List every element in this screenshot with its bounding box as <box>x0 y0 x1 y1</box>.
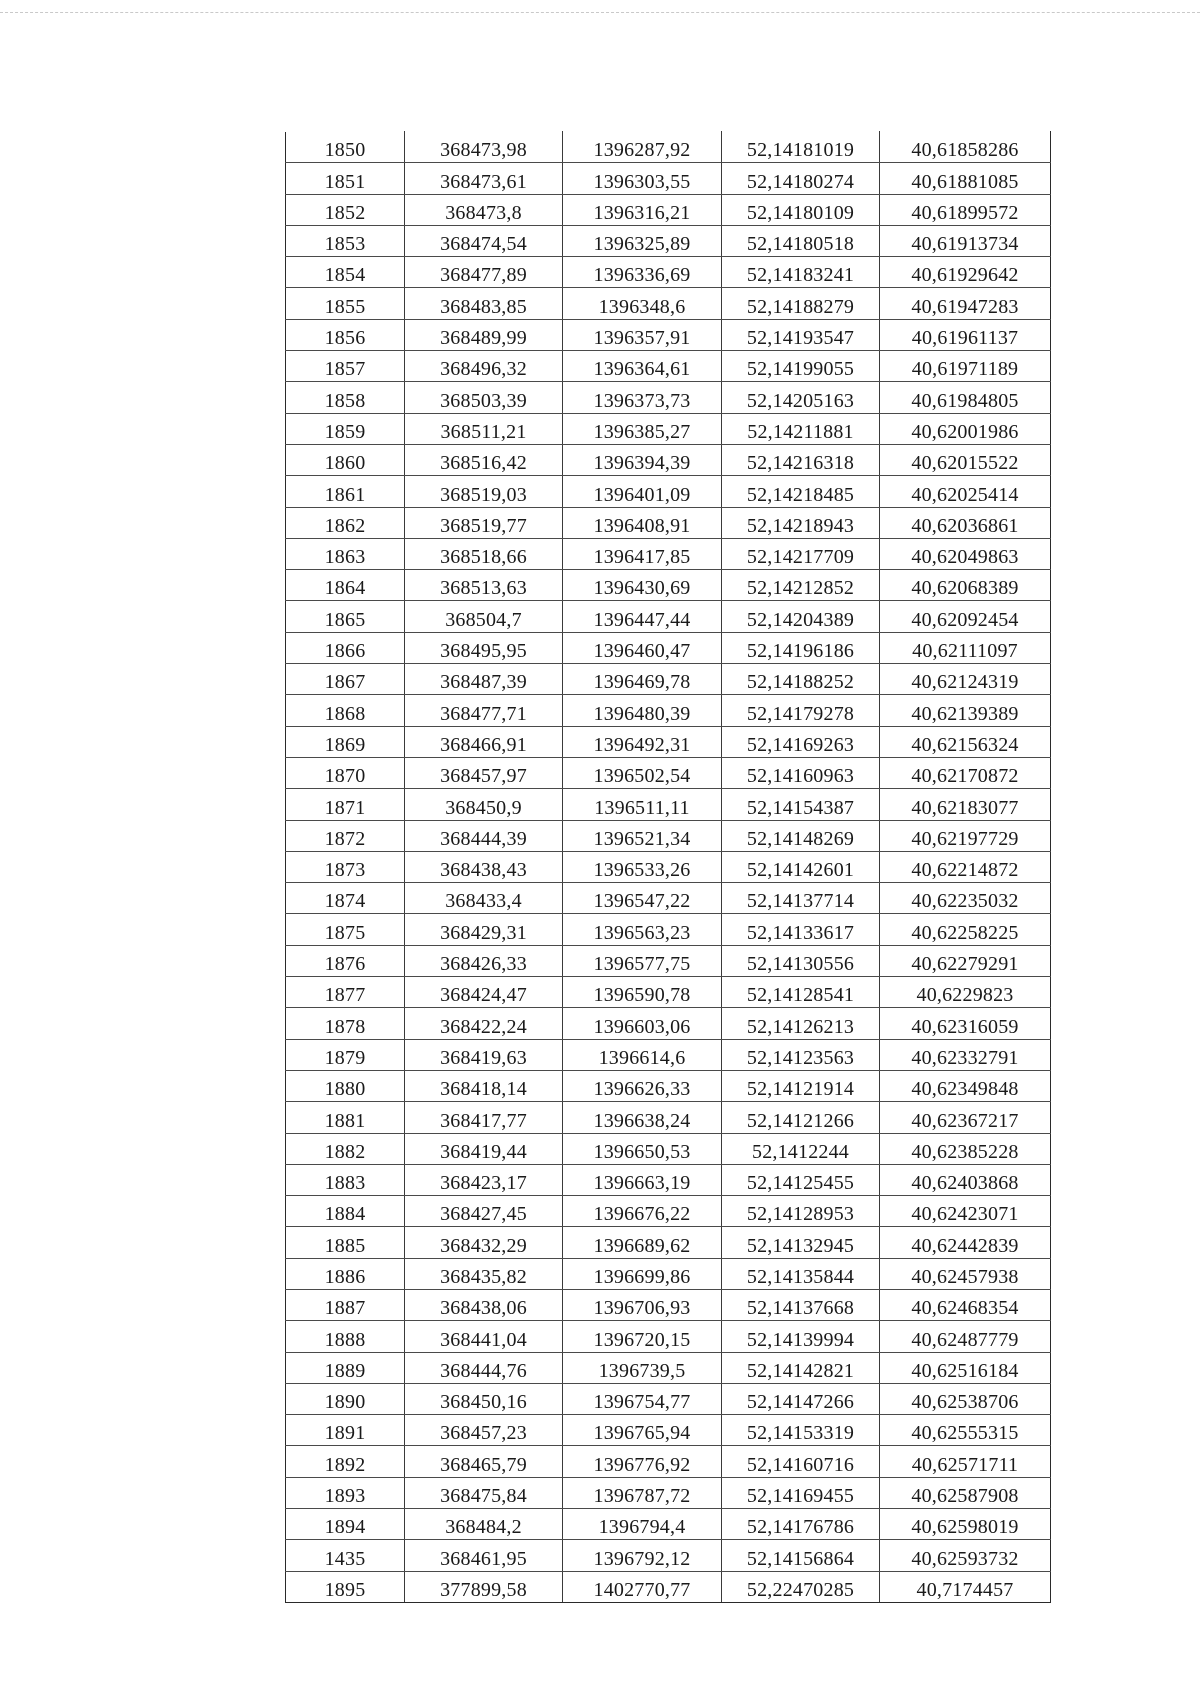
latitude-cell: 52,14130556 <box>722 945 880 976</box>
point-number-cell: 1876 <box>286 945 405 976</box>
x-coordinate-cell: 368466,91 <box>405 726 563 757</box>
x-coordinate-cell: 368475,84 <box>405 1477 563 1508</box>
table-row <box>286 570 1051 601</box>
x-coordinate-cell: 368496,32 <box>405 351 563 382</box>
longitude-cell: 40,62001986 <box>880 413 1051 444</box>
y-coordinate-cell: 1396739,5 <box>563 1352 722 1383</box>
table-row <box>286 1039 1051 1070</box>
longitude-cell: 40,62403868 <box>880 1164 1051 1195</box>
y-coordinate-cell: 1396336,69 <box>563 257 722 288</box>
longitude-cell: 40,62092454 <box>880 601 1051 632</box>
y-coordinate-cell: 1396638,24 <box>563 1102 722 1133</box>
x-coordinate-cell: 368519,03 <box>405 476 563 507</box>
longitude-cell: 40,62349848 <box>880 1070 1051 1101</box>
latitude-cell: 52,14204389 <box>722 601 880 632</box>
y-coordinate-cell: 1396521,34 <box>563 820 722 851</box>
latitude-cell: 52,14180109 <box>722 194 880 225</box>
latitude-cell: 52,14199055 <box>722 351 880 382</box>
latitude-cell: 52,14153319 <box>722 1415 880 1446</box>
document-page <box>285 131 1050 1603</box>
x-coordinate-cell: 368473,61 <box>405 163 563 194</box>
table-row <box>286 632 1051 663</box>
table-row <box>286 444 1051 475</box>
latitude-cell: 52,14180274 <box>722 163 880 194</box>
x-coordinate-cell: 377899,58 <box>405 1571 563 1602</box>
table-row <box>286 1258 1051 1289</box>
point-number-cell: 1871 <box>286 789 405 820</box>
point-number-cell: 1868 <box>286 695 405 726</box>
point-number-cell: 1853 <box>286 225 405 256</box>
point-number-cell: 1882 <box>286 1133 405 1164</box>
point-number-cell: 1859 <box>286 413 405 444</box>
x-coordinate-cell: 368435,82 <box>405 1258 563 1289</box>
y-coordinate-cell: 1396706,93 <box>563 1289 722 1320</box>
x-coordinate-cell: 368441,04 <box>405 1321 563 1352</box>
x-coordinate-cell: 368426,33 <box>405 945 563 976</box>
longitude-cell: 40,62214872 <box>880 851 1051 882</box>
table-row <box>286 664 1051 695</box>
latitude-cell: 52,14147266 <box>722 1383 880 1414</box>
longitude-cell: 40,62235032 <box>880 883 1051 914</box>
latitude-cell: 52,14132945 <box>722 1227 880 1258</box>
y-coordinate-cell: 1396373,73 <box>563 382 722 413</box>
longitude-cell: 40,62068389 <box>880 570 1051 601</box>
longitude-cell: 40,61984805 <box>880 382 1051 413</box>
y-coordinate-cell: 1396577,75 <box>563 945 722 976</box>
latitude-cell: 52,14196186 <box>722 632 880 663</box>
y-coordinate-cell: 1396394,39 <box>563 444 722 475</box>
coordinates-table-body <box>286 132 1051 1603</box>
y-coordinate-cell: 1402770,77 <box>563 1571 722 1602</box>
latitude-cell: 52,14218485 <box>722 476 880 507</box>
y-coordinate-cell: 1396533,26 <box>563 851 722 882</box>
point-number-cell: 1855 <box>286 288 405 319</box>
y-coordinate-cell: 1396590,78 <box>563 977 722 1008</box>
y-coordinate-cell: 1396699,86 <box>563 1258 722 1289</box>
latitude-cell: 52,14218943 <box>722 507 880 538</box>
table-row <box>286 132 1051 163</box>
y-coordinate-cell: 1396794,4 <box>563 1509 722 1540</box>
y-coordinate-cell: 1396754,77 <box>563 1383 722 1414</box>
latitude-cell: 52,1412244 <box>722 1133 880 1164</box>
latitude-cell: 52,14211881 <box>722 413 880 444</box>
y-coordinate-cell: 1396364,61 <box>563 351 722 382</box>
x-coordinate-cell: 368461,95 <box>405 1540 563 1571</box>
table-row <box>286 288 1051 319</box>
y-coordinate-cell: 1396408,91 <box>563 507 722 538</box>
y-coordinate-cell: 1396787,72 <box>563 1477 722 1508</box>
point-number-cell: 1851 <box>286 163 405 194</box>
table-row <box>286 1571 1051 1602</box>
longitude-cell: 40,61929642 <box>880 257 1051 288</box>
longitude-cell: 40,6229823 <box>880 977 1051 1008</box>
point-number-cell: 1852 <box>286 194 405 225</box>
point-number-cell: 1880 <box>286 1070 405 1101</box>
x-coordinate-cell: 368473,8 <box>405 194 563 225</box>
longitude-cell: 40,61971189 <box>880 351 1051 382</box>
point-number-cell: 1866 <box>286 632 405 663</box>
table-row <box>286 1227 1051 1258</box>
latitude-cell: 52,14160716 <box>722 1446 880 1477</box>
longitude-cell: 40,62367217 <box>880 1102 1051 1133</box>
latitude-cell: 52,14142821 <box>722 1352 880 1383</box>
y-coordinate-cell: 1396676,22 <box>563 1196 722 1227</box>
x-coordinate-cell: 368450,9 <box>405 789 563 820</box>
point-number-cell: 1875 <box>286 914 405 945</box>
table-row <box>286 319 1051 350</box>
table-row <box>286 1540 1051 1571</box>
table-row <box>286 225 1051 256</box>
longitude-cell: 40,62538706 <box>880 1383 1051 1414</box>
point-number-cell: 1867 <box>286 664 405 695</box>
x-coordinate-cell: 368417,77 <box>405 1102 563 1133</box>
point-number-cell: 1865 <box>286 601 405 632</box>
longitude-cell: 40,62571711 <box>880 1446 1051 1477</box>
longitude-cell: 40,62258225 <box>880 914 1051 945</box>
point-number-cell: 1892 <box>286 1446 405 1477</box>
latitude-cell: 52,14133617 <box>722 914 880 945</box>
table-row <box>286 1477 1051 1508</box>
table-row <box>286 883 1051 914</box>
point-number-cell: 1863 <box>286 538 405 569</box>
x-coordinate-cell: 368424,47 <box>405 977 563 1008</box>
longitude-cell: 40,61961137 <box>880 319 1051 350</box>
latitude-cell: 52,14148269 <box>722 820 880 851</box>
table-row <box>286 1352 1051 1383</box>
longitude-cell: 40,62170872 <box>880 757 1051 788</box>
point-number-cell: 1435 <box>286 1540 405 1571</box>
latitude-cell: 52,14160963 <box>722 757 880 788</box>
latitude-cell: 52,14183241 <box>722 257 880 288</box>
x-coordinate-cell: 368438,06 <box>405 1289 563 1320</box>
latitude-cell: 52,14216318 <box>722 444 880 475</box>
x-coordinate-cell: 368511,21 <box>405 413 563 444</box>
point-number-cell: 1873 <box>286 851 405 882</box>
x-coordinate-cell: 368438,43 <box>405 851 563 882</box>
point-number-cell: 1869 <box>286 726 405 757</box>
x-coordinate-cell: 368419,63 <box>405 1039 563 1070</box>
y-coordinate-cell: 1396417,85 <box>563 538 722 569</box>
table-row <box>286 695 1051 726</box>
table-row <box>286 1070 1051 1101</box>
point-number-cell: 1879 <box>286 1039 405 1070</box>
point-number-cell: 1889 <box>286 1352 405 1383</box>
y-coordinate-cell: 1396603,06 <box>563 1008 722 1039</box>
y-coordinate-cell: 1396765,94 <box>563 1415 722 1446</box>
y-coordinate-cell: 1396663,19 <box>563 1164 722 1195</box>
x-coordinate-cell: 368423,17 <box>405 1164 563 1195</box>
latitude-cell: 52,14205163 <box>722 382 880 413</box>
latitude-cell: 52,14179278 <box>722 695 880 726</box>
table-row <box>286 413 1051 444</box>
table-row <box>286 1008 1051 1039</box>
table-row <box>286 820 1051 851</box>
x-coordinate-cell: 368432,29 <box>405 1227 563 1258</box>
longitude-cell: 40,62111097 <box>880 632 1051 663</box>
y-coordinate-cell: 1396469,78 <box>563 664 722 695</box>
y-coordinate-cell: 1396316,21 <box>563 194 722 225</box>
point-number-cell: 1858 <box>286 382 405 413</box>
y-coordinate-cell: 1396614,6 <box>563 1039 722 1070</box>
latitude-cell: 52,14176786 <box>722 1509 880 1540</box>
y-coordinate-cell: 1396303,55 <box>563 163 722 194</box>
table-row <box>286 945 1051 976</box>
y-coordinate-cell: 1396447,44 <box>563 601 722 632</box>
x-coordinate-cell: 368427,45 <box>405 1196 563 1227</box>
x-coordinate-cell: 368477,89 <box>405 257 563 288</box>
x-coordinate-cell: 368487,39 <box>405 664 563 695</box>
table-row <box>286 601 1051 632</box>
x-coordinate-cell: 368444,39 <box>405 820 563 851</box>
table-row <box>286 1196 1051 1227</box>
point-number-cell: 1881 <box>286 1102 405 1133</box>
longitude-cell: 40,62487779 <box>880 1321 1051 1352</box>
latitude-cell: 52,14180518 <box>722 225 880 256</box>
latitude-cell: 52,14188279 <box>722 288 880 319</box>
longitude-cell: 40,62036861 <box>880 507 1051 538</box>
y-coordinate-cell: 1396325,89 <box>563 225 722 256</box>
x-coordinate-cell: 368477,71 <box>405 695 563 726</box>
longitude-cell: 40,62049863 <box>880 538 1051 569</box>
table-row <box>286 1383 1051 1414</box>
x-coordinate-cell: 368504,7 <box>405 601 563 632</box>
table-row <box>286 1102 1051 1133</box>
x-coordinate-cell: 368450,16 <box>405 1383 563 1414</box>
latitude-cell: 52,14217709 <box>722 538 880 569</box>
table-row <box>286 757 1051 788</box>
x-coordinate-cell: 368518,66 <box>405 538 563 569</box>
longitude-cell: 40,62555315 <box>880 1415 1051 1446</box>
longitude-cell: 40,62385228 <box>880 1133 1051 1164</box>
y-coordinate-cell: 1396430,69 <box>563 570 722 601</box>
x-coordinate-cell: 368503,39 <box>405 382 563 413</box>
x-coordinate-cell: 368457,23 <box>405 1415 563 1446</box>
x-coordinate-cell: 368422,24 <box>405 1008 563 1039</box>
longitude-cell: 40,61947283 <box>880 288 1051 319</box>
longitude-cell: 40,7174457 <box>880 1571 1051 1602</box>
x-coordinate-cell: 368474,54 <box>405 225 563 256</box>
point-number-cell: 1854 <box>286 257 405 288</box>
y-coordinate-cell: 1396626,33 <box>563 1070 722 1101</box>
latitude-cell: 52,14212852 <box>722 570 880 601</box>
x-coordinate-cell: 368419,44 <box>405 1133 563 1164</box>
y-coordinate-cell: 1396385,27 <box>563 413 722 444</box>
table-row <box>286 1446 1051 1477</box>
table-row <box>286 1164 1051 1195</box>
y-coordinate-cell: 1396689,62 <box>563 1227 722 1258</box>
x-coordinate-cell: 368444,76 <box>405 1352 563 1383</box>
x-coordinate-cell: 368457,97 <box>405 757 563 788</box>
point-number-cell: 1878 <box>286 1008 405 1039</box>
longitude-cell: 40,61899572 <box>880 194 1051 225</box>
x-coordinate-cell: 368513,63 <box>405 570 563 601</box>
latitude-cell: 52,14139994 <box>722 1321 880 1352</box>
table-row <box>286 1415 1051 1446</box>
y-coordinate-cell: 1396563,23 <box>563 914 722 945</box>
point-number-cell: 1895 <box>286 1571 405 1602</box>
point-number-cell: 1864 <box>286 570 405 601</box>
longitude-cell: 40,62442839 <box>880 1227 1051 1258</box>
longitude-cell: 40,62468354 <box>880 1289 1051 1320</box>
longitude-cell: 40,62124319 <box>880 664 1051 695</box>
point-number-cell: 1884 <box>286 1196 405 1227</box>
table-row <box>286 1289 1051 1320</box>
point-number-cell: 1870 <box>286 757 405 788</box>
x-coordinate-cell: 368484,2 <box>405 1509 563 1540</box>
point-number-cell: 1850 <box>286 132 405 163</box>
table-row <box>286 789 1051 820</box>
table-row <box>286 257 1051 288</box>
x-coordinate-cell: 368483,85 <box>405 288 563 319</box>
x-coordinate-cell: 368433,4 <box>405 883 563 914</box>
longitude-cell: 40,62598019 <box>880 1509 1051 1540</box>
latitude-cell: 52,14137714 <box>722 883 880 914</box>
y-coordinate-cell: 1396357,91 <box>563 319 722 350</box>
longitude-cell: 40,61913734 <box>880 225 1051 256</box>
longitude-cell: 40,61858286 <box>880 132 1051 163</box>
x-coordinate-cell: 368495,95 <box>405 632 563 663</box>
longitude-cell: 40,62183077 <box>880 789 1051 820</box>
latitude-cell: 52,14142601 <box>722 851 880 882</box>
longitude-cell: 40,62279291 <box>880 945 1051 976</box>
table-row <box>286 507 1051 538</box>
point-number-cell: 1893 <box>286 1477 405 1508</box>
y-coordinate-cell: 1396480,39 <box>563 695 722 726</box>
latitude-cell: 52,14121914 <box>722 1070 880 1101</box>
longitude-cell: 40,62156324 <box>880 726 1051 757</box>
point-number-cell: 1894 <box>286 1509 405 1540</box>
x-coordinate-cell: 368465,79 <box>405 1446 563 1477</box>
table-row <box>286 726 1051 757</box>
table-row <box>286 1321 1051 1352</box>
y-coordinate-cell: 1396401,09 <box>563 476 722 507</box>
longitude-cell: 40,62457938 <box>880 1258 1051 1289</box>
longitude-cell: 40,62587908 <box>880 1477 1051 1508</box>
point-number-cell: 1888 <box>286 1321 405 1352</box>
point-number-cell: 1883 <box>286 1164 405 1195</box>
latitude-cell: 52,14125455 <box>722 1164 880 1195</box>
x-coordinate-cell: 368519,77 <box>405 507 563 538</box>
point-number-cell: 1890 <box>286 1383 405 1414</box>
latitude-cell: 52,14128541 <box>722 977 880 1008</box>
y-coordinate-cell: 1396502,54 <box>563 757 722 788</box>
longitude-cell: 40,62593732 <box>880 1540 1051 1571</box>
longitude-cell: 40,62316059 <box>880 1008 1051 1039</box>
scan-edge-line <box>0 12 1200 13</box>
latitude-cell: 52,14181019 <box>722 132 880 163</box>
point-number-cell: 1860 <box>286 444 405 475</box>
latitude-cell: 52,14123563 <box>722 1039 880 1070</box>
longitude-cell: 40,62332791 <box>880 1039 1051 1070</box>
point-number-cell: 1862 <box>286 507 405 538</box>
latitude-cell: 52,14121266 <box>722 1102 880 1133</box>
table-row <box>286 163 1051 194</box>
y-coordinate-cell: 1396776,92 <box>563 1446 722 1477</box>
latitude-cell: 52,14193547 <box>722 319 880 350</box>
latitude-cell: 52,14169263 <box>722 726 880 757</box>
latitude-cell: 52,14188252 <box>722 664 880 695</box>
point-number-cell: 1877 <box>286 977 405 1008</box>
longitude-cell: 40,62423071 <box>880 1196 1051 1227</box>
x-coordinate-cell: 368418,14 <box>405 1070 563 1101</box>
point-number-cell: 1891 <box>286 1415 405 1446</box>
y-coordinate-cell: 1396650,53 <box>563 1133 722 1164</box>
latitude-cell: 52,14156864 <box>722 1540 880 1571</box>
longitude-cell: 40,62516184 <box>880 1352 1051 1383</box>
latitude-cell: 52,14128953 <box>722 1196 880 1227</box>
table-row <box>286 1133 1051 1164</box>
table-row <box>286 194 1051 225</box>
longitude-cell: 40,62197729 <box>880 820 1051 851</box>
table-row <box>286 851 1051 882</box>
table-row <box>286 977 1051 1008</box>
latitude-cell: 52,22470285 <box>722 1571 880 1602</box>
x-coordinate-cell: 368516,42 <box>405 444 563 475</box>
y-coordinate-cell: 1396720,15 <box>563 1321 722 1352</box>
longitude-cell: 40,62139389 <box>880 695 1051 726</box>
point-number-cell: 1856 <box>286 319 405 350</box>
point-number-cell: 1857 <box>286 351 405 382</box>
point-number-cell: 1885 <box>286 1227 405 1258</box>
latitude-cell: 52,14135844 <box>722 1258 880 1289</box>
table-row <box>286 914 1051 945</box>
table-row <box>286 476 1051 507</box>
table-row <box>286 382 1051 413</box>
table-row <box>286 1509 1051 1540</box>
point-number-cell: 1886 <box>286 1258 405 1289</box>
point-number-cell: 1887 <box>286 1289 405 1320</box>
x-coordinate-cell: 368429,31 <box>405 914 563 945</box>
table-row <box>286 538 1051 569</box>
latitude-cell: 52,14169455 <box>722 1477 880 1508</box>
point-number-cell: 1861 <box>286 476 405 507</box>
longitude-cell: 40,62025414 <box>880 476 1051 507</box>
x-coordinate-cell: 368473,98 <box>405 132 563 163</box>
latitude-cell: 52,14137668 <box>722 1289 880 1320</box>
longitude-cell: 40,62015522 <box>880 444 1051 475</box>
coordinates-table <box>285 131 1051 1603</box>
point-number-cell: 1872 <box>286 820 405 851</box>
longitude-cell: 40,61881085 <box>880 163 1051 194</box>
point-number-cell: 1874 <box>286 883 405 914</box>
y-coordinate-cell: 1396287,92 <box>563 132 722 163</box>
x-coordinate-cell: 368489,99 <box>405 319 563 350</box>
latitude-cell: 52,14126213 <box>722 1008 880 1039</box>
y-coordinate-cell: 1396348,6 <box>563 288 722 319</box>
y-coordinate-cell: 1396492,31 <box>563 726 722 757</box>
y-coordinate-cell: 1396460,47 <box>563 632 722 663</box>
latitude-cell: 52,14154387 <box>722 789 880 820</box>
y-coordinate-cell: 1396511,11 <box>563 789 722 820</box>
y-coordinate-cell: 1396547,22 <box>563 883 722 914</box>
y-coordinate-cell: 1396792,12 <box>563 1540 722 1571</box>
table-row <box>286 351 1051 382</box>
